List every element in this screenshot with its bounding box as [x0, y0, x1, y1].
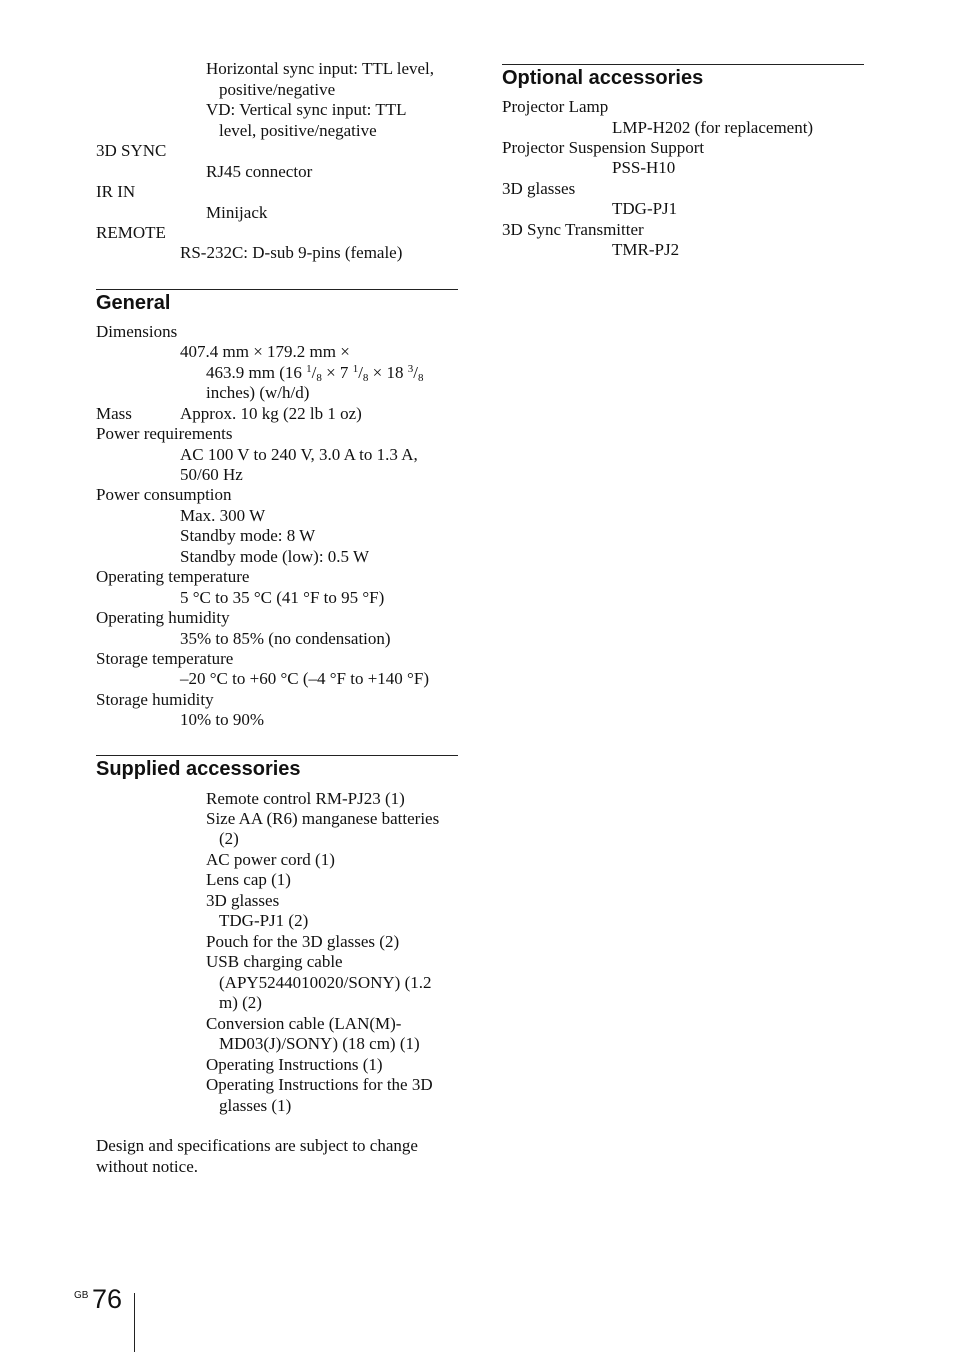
st-temp-label: Storage temperature	[96, 649, 234, 668]
lamp-label: Projector Lamp	[502, 97, 609, 116]
dimensions-line-3: inches) (w/h/d)	[206, 383, 310, 402]
supplied-item: Operating Instructions (1)	[206, 1055, 383, 1074]
hsync-line-1: Horizontal sync input: TTL level,	[206, 59, 435, 78]
supplied-item-cont: TDG-PJ1 (2)	[219, 911, 309, 930]
mass-value: Approx. 10 kg (22 lb 1 oz)	[180, 404, 362, 423]
dim-num-1: 1	[306, 363, 312, 375]
irin-label: IR IN	[96, 182, 136, 201]
lamp-value: LMP-H202 (for replacement)	[612, 118, 814, 137]
dimensions-line-2: 463.9 mm (16 $^1/_8 \times 7$ $^1/_8 \times 18$ $^3/_8$	[206, 363, 424, 384]
sync3d-value: RJ45 connector	[206, 162, 313, 181]
supplied-item-cont: MD03(J)/SONY) (18 cm) (1)	[219, 1034, 420, 1053]
supplied-item-cont: (APY5244010020/SONY) (1.2	[219, 973, 432, 992]
footer-divider	[134, 1293, 135, 1352]
power-cons-line-2: Standby mode: 8 W	[180, 526, 316, 545]
dim-num-3: 3	[407, 363, 414, 375]
supplied-item-cont: (2)	[219, 829, 239, 848]
suspension-value: PSS-H10	[612, 158, 676, 177]
supplied-item: Pouch for the 3D glasses (2)	[206, 932, 400, 951]
supplied-item: Conversion cable (LAN(M)-	[206, 1014, 402, 1033]
power-cons-line-1: Max. 300 W	[180, 506, 266, 525]
supplied-item: Remote control RM-PJ23 (1)	[206, 789, 405, 808]
sync-transmitter-value: TMR-PJ2	[612, 240, 680, 259]
sync3d-label: 3D SYNC	[96, 141, 167, 160]
glasses-label: 3D glasses	[502, 179, 576, 198]
supplied-heading	[96, 755, 458, 781]
page-number: 76	[92, 1284, 123, 1314]
supplied-item: Lens cap (1)	[206, 870, 291, 889]
vd-line-2: level, positive/negative	[219, 121, 377, 140]
sync-transmitter-label: 3D Sync Transmitter	[502, 220, 644, 239]
supplied-item: Size AA (R6) manganese batteries	[206, 809, 440, 828]
general-heading-text: General	[96, 292, 171, 314]
hsync-line-2: positive/negative	[219, 80, 336, 99]
power-cons-label: Power consumption	[96, 485, 232, 504]
irin-value: Minijack	[206, 203, 268, 222]
dim-den-2: 8	[362, 372, 369, 384]
supplied-item-cont: m) (2)	[219, 993, 262, 1012]
optional-heading-text: Optional accessories	[502, 67, 704, 89]
dimensions-label: Dimensions	[96, 322, 178, 341]
notice-line-1: Design and specifications are subject to change	[96, 1136, 418, 1155]
dim-den-1: 8	[316, 372, 322, 384]
power-req-line-1: AC 100 V to 240 V, 3.0 A to 1.3 A,	[180, 445, 418, 464]
power-cons-line-3: Standby mode (low): 0.5 W	[180, 547, 370, 566]
st-hum-value: 10% to 90%	[180, 710, 265, 729]
mass-label: Mass	[96, 404, 132, 423]
supplied-item-cont: glasses (1)	[219, 1096, 292, 1115]
op-temp-value: 5 °C to 35 °C (41 °F to 95 °F)	[180, 588, 385, 607]
op-hum-value: 35% to 85% (no condensation)	[180, 629, 391, 648]
glasses-value: TDG-PJ1	[612, 199, 678, 218]
op-temp-label: Operating temperature	[96, 567, 250, 586]
st-hum-label: Storage humidity	[96, 690, 214, 709]
op-hum-label: Operating humidity	[96, 608, 230, 627]
vd-line-1: VD: Vertical sync input: TTL	[206, 100, 407, 119]
remote-value: RS-232C: D-sub 9-pins (female)	[180, 243, 403, 262]
dim-text-c: × 18	[368, 363, 408, 382]
optional-heading	[502, 64, 864, 90]
power-req-label: Power requirements	[96, 424, 233, 443]
supplied-item: Operating Instructions for the 3D	[206, 1075, 433, 1094]
dim-num-2: 1	[352, 363, 359, 375]
dimensions-line-1: 407.4 mm × 179.2 mm ×	[180, 342, 350, 361]
footer-language-code: GB	[74, 1290, 89, 1301]
power-req-line-2: 50/60 Hz	[180, 465, 243, 484]
dim-text-b: × 7	[321, 363, 353, 382]
suspension-label: Projector Suspension Support	[502, 138, 705, 157]
st-temp-value: –20 °C to +60 °C (–4 °F to +140 °F)	[180, 669, 429, 688]
notice-line-2: without notice.	[96, 1157, 198, 1176]
remote-label: REMOTE	[96, 223, 166, 242]
dim-text-a: 463.9 mm (16	[206, 363, 307, 382]
general-heading	[96, 289, 458, 315]
supplied-heading-text: Supplied accessories	[96, 758, 301, 780]
supplied-item: AC power cord (1)	[206, 850, 335, 869]
supplied-item: 3D glasses	[206, 891, 280, 910]
supplied-item: USB charging cable	[206, 952, 343, 971]
dim-den-3: 8	[418, 372, 424, 384]
